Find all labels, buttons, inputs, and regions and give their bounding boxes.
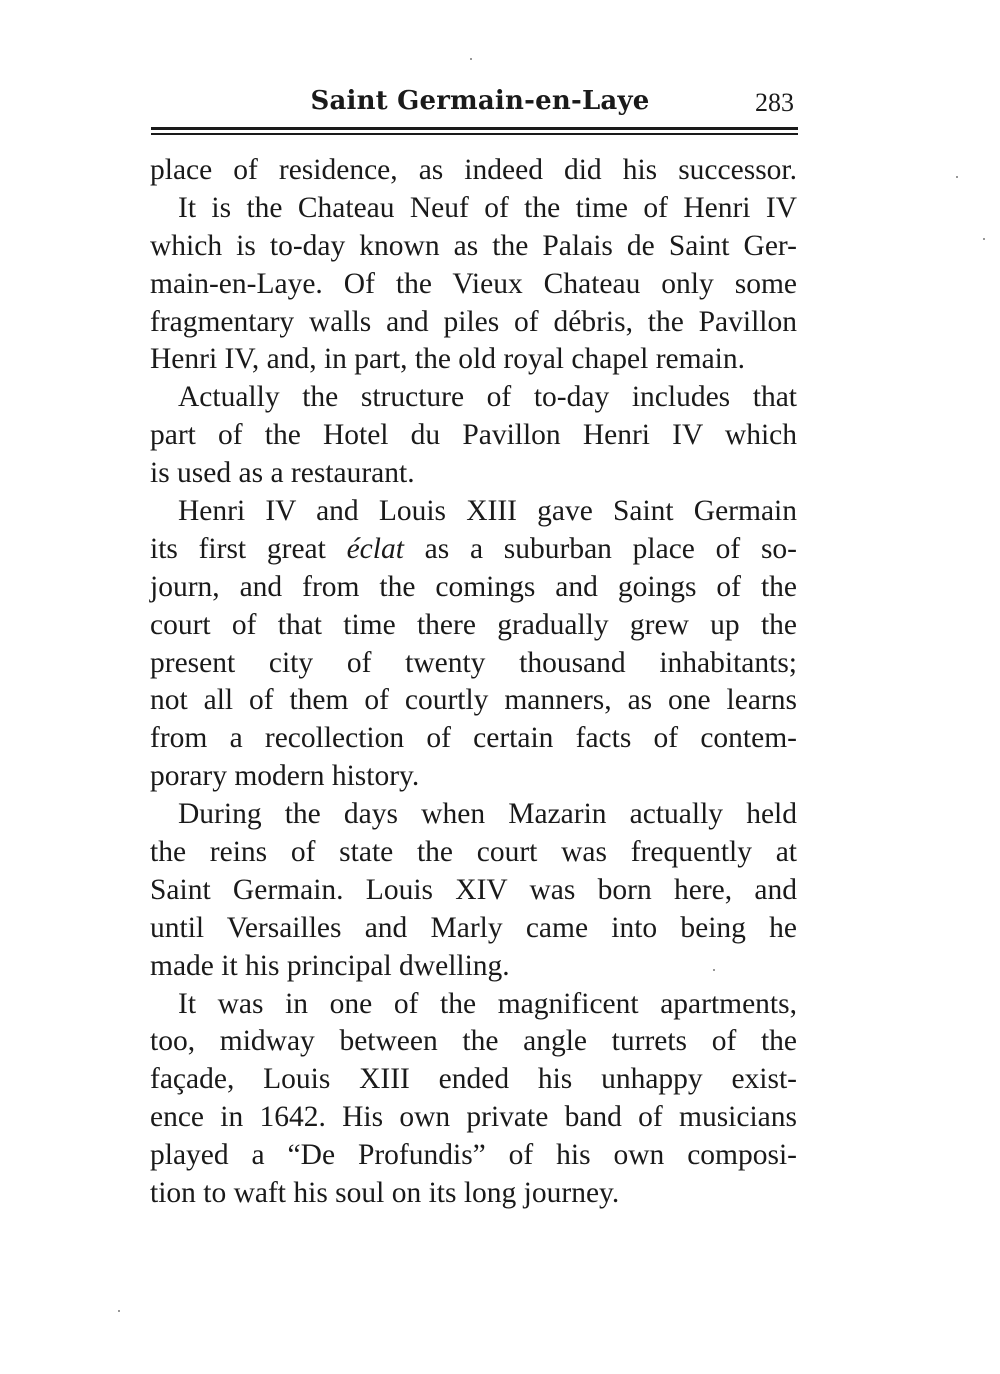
text-line: its first great éclat as a suburban place of so- xyxy=(150,532,797,565)
running-title: Saint Germain-en-Laye xyxy=(310,86,650,116)
text-line: not all of them of courtly manners, as one learns xyxy=(150,684,797,717)
text-line: main-en-Laye. Of the Vieux Chateau only some xyxy=(150,267,797,300)
text-line: journ, and from the comings and goings of the xyxy=(150,570,797,603)
text-line: place of residence, as indeed did his successor. xyxy=(150,154,797,186)
scan-speck xyxy=(956,176,958,178)
text-line: too, midway between the angle turrets of the xyxy=(150,1025,797,1058)
scan-speck xyxy=(470,58,472,60)
text-line: played a “De Profundis” of his own composi- xyxy=(150,1139,797,1172)
text-line: the reins of state the court was frequently at xyxy=(150,836,797,869)
running-header xyxy=(150,86,800,126)
body-text xyxy=(150,152,797,1213)
text-line: It was in one of the magnificent apartments, xyxy=(178,987,797,1020)
text-line: until Versailles and Marly came into being he xyxy=(150,911,797,944)
text-line: Actually the structure of to-day includes that xyxy=(178,381,797,414)
scan-speck xyxy=(713,969,715,971)
header-rule-top xyxy=(151,127,798,130)
text-line: façade, Louis XIII ended his unhappy exist- xyxy=(150,1063,797,1096)
text-line: part of the Hotel du Pavillon Henri IV which xyxy=(150,419,797,452)
text-line: tion to waft his soul on its long journey. xyxy=(150,1177,620,1210)
page-number: 283 xyxy=(755,88,794,117)
text-line: which is to-day known as the Palais de Saint Ger- xyxy=(150,229,797,262)
text-line: fragmentary walls and piles of débris, the Pavillon xyxy=(150,305,797,338)
text-line: from a recollection of certain facts of contem- xyxy=(150,722,797,755)
text-line: It is the Chateau Neuf of the time of Henri IV xyxy=(178,191,797,224)
text-line: ence in 1642. His own private band of musicians xyxy=(150,1101,797,1134)
emphasis-eclat: éclat xyxy=(346,532,404,565)
header-rule-bottom xyxy=(151,133,798,135)
text-line: Henri IV and Louis XIII gave Saint Germain xyxy=(178,495,797,528)
text-line: Henri IV, and, in part, the old royal chapel remain. xyxy=(150,343,745,376)
text-line: Saint Germain. Louis XIV was born here, and xyxy=(150,873,797,906)
text-line: porary modern history. xyxy=(150,760,420,793)
scan-speck xyxy=(983,238,985,240)
text-line: During the days when Mazarin actually held xyxy=(178,798,797,831)
text-line: court of that time there gradually grew up the xyxy=(150,608,797,641)
text-line: present city of twenty thousand inhabitants; xyxy=(150,646,797,679)
text-line: is used as a restaurant. xyxy=(150,457,415,490)
text-line: made it his principal dwelling. xyxy=(150,949,510,982)
scan-speck xyxy=(118,1310,120,1312)
